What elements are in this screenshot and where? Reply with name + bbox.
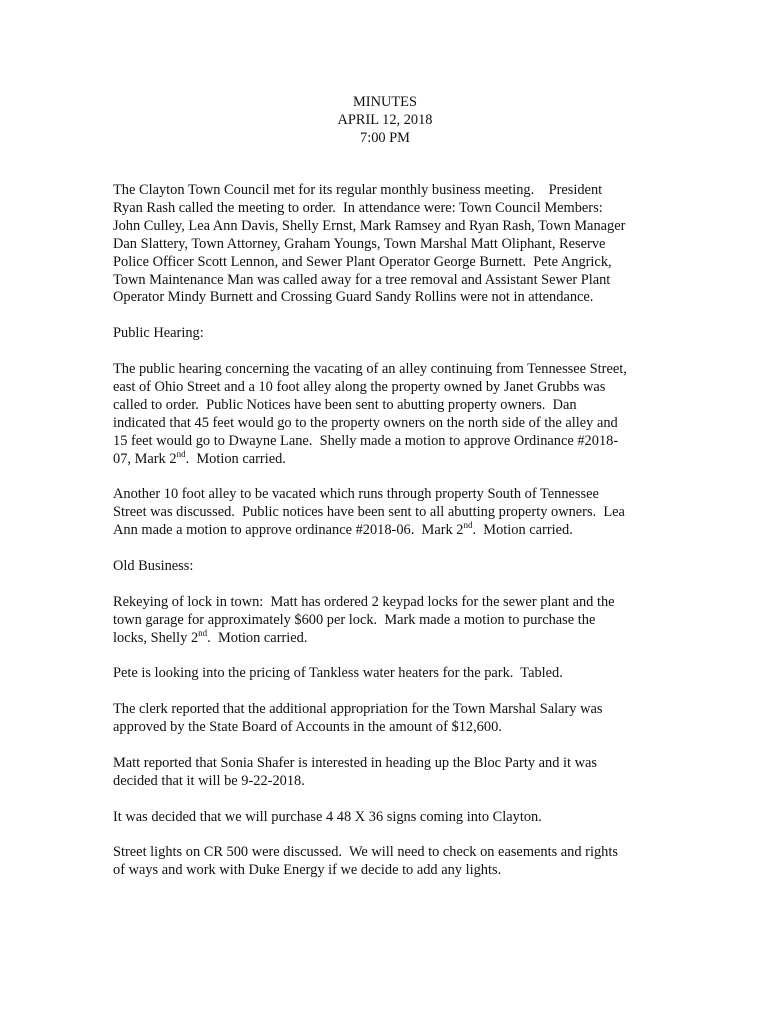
text-line: The public hearing concerning the vacating of an alley continuing from Tennessee Street, xyxy=(113,361,627,378)
text-line-end: . Motion carried. xyxy=(185,450,286,467)
text-line: Another 10 foot alley to be vacated which runs through property South of Tennessee xyxy=(113,486,599,503)
text-line: 07, Mark 2 xyxy=(113,450,177,467)
text-line: Town Maintenance Man was called away for a tree removal and Assistant Sewer Plant xyxy=(113,271,611,288)
document-title: MINUTES xyxy=(353,94,417,110)
text-line: The clerk reported that the additional appropriation for the Town Marshal Salary was xyxy=(113,701,603,718)
signs-paragraph: It was decided that we will purchase 4 48 X 36 signs coming into Clayton. xyxy=(113,808,542,825)
text-line: locks, Shelly 2 xyxy=(113,629,199,646)
text-line: decided that it will be 9-22-2018. xyxy=(113,772,305,789)
text-line: Ryan Rash called the meeting to order. In attendance were: Town Council Members: xyxy=(113,199,603,216)
bloc-party-paragraph xyxy=(113,755,659,791)
text-line: approved by the State Board of Accounts in the amount of $12,600. xyxy=(113,719,502,736)
old-business-heading: Old Business: xyxy=(113,557,194,574)
street-lights-paragraph xyxy=(113,844,659,880)
second-alley-paragraph xyxy=(113,486,659,540)
text-line-end: . Motion carried. xyxy=(472,522,573,539)
ordinal-suffix: nd xyxy=(176,448,186,459)
text-line: Dan Slattery, Town Attorney, Graham Youngs, Town Marshal Matt Oliphant, Reserve xyxy=(113,235,606,252)
ordinal-suffix: nd xyxy=(463,520,473,531)
water-heaters-paragraph: Pete is looking into the pricing of Tankless water heaters for the park. Tabled. xyxy=(113,665,563,682)
text-line: of ways and work with Duke Energy if we decide to add any lights. xyxy=(113,862,502,879)
text-line: town garage for approximately $600 per lock. Mark made a motion to purchase the xyxy=(113,611,596,628)
minutes-body xyxy=(113,182,659,898)
attendance-paragraph xyxy=(113,182,659,307)
text-line: east of Ohio Street and a 10 foot alley along the property owned by Janet Grubbs was xyxy=(113,378,606,395)
minutes-header xyxy=(0,94,770,148)
public-hearing-paragraph xyxy=(113,361,659,468)
text-line: Ann made a motion to approve ordinance #2018-06. Mark 2 xyxy=(113,522,464,539)
meeting-time: 7:00 PM xyxy=(360,129,410,146)
text-line: Street lights on CR 500 were discussed. We will need to check on easements and rights xyxy=(113,844,618,861)
text-line: Street was discussed. Public notices have been sent to all abutting property owners. Lea xyxy=(113,504,625,521)
text-line: John Culley, Lea Ann Davis, Shelly Ernst, Mark Ramsey and Ryan Rash, Town Manager xyxy=(113,217,626,234)
meeting-date: APRIL 12, 2018 xyxy=(337,111,433,128)
text-line: Rekeying of lock in town: Matt has ordered 2 keypad locks for the sewer plant and the xyxy=(113,593,615,610)
text-line: Matt reported that Sonia Shafer is interested in heading up the Bloc Party and it was xyxy=(113,754,597,771)
text-line: Police Officer Scott Lennon, and Sewer Plant Operator George Burnett. Pete Angrick, xyxy=(113,253,612,270)
text-line-end: . Motion carried. xyxy=(207,629,308,646)
text-line: The Clayton Town Council met for its regular monthly business meeting. President xyxy=(113,182,603,198)
appropriation-paragraph xyxy=(113,701,659,737)
public-hearing-heading: Public Hearing: xyxy=(113,325,204,342)
text-line: indicated that 45 feet would go to the property owners on the north side of the alley and xyxy=(113,414,618,431)
text-line: called to order. Public Notices have been sent to abutting property owners. Dan xyxy=(113,396,577,413)
ordinal-suffix: nd xyxy=(198,627,208,638)
text-line: 15 feet would go to Dwayne Lane. Shelly made a motion to approve Ordinance #2018- xyxy=(113,432,619,449)
text-line: Operator Mindy Burnett and Crossing Guard Sandy Rollins were not in attendance. xyxy=(113,289,594,306)
rekeying-paragraph xyxy=(113,594,659,648)
